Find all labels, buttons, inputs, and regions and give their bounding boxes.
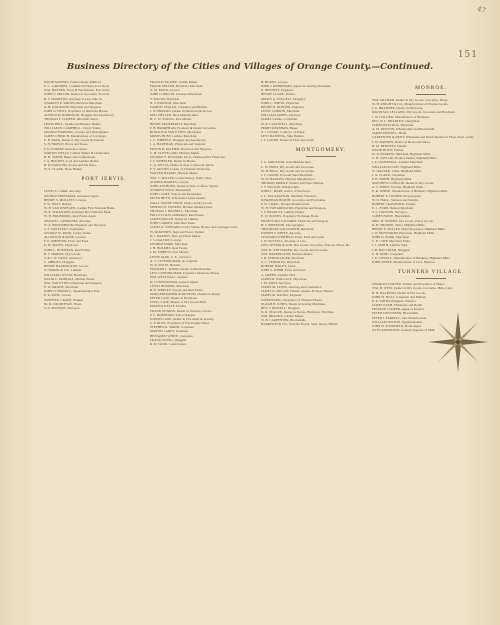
directory-entry: ANDREW FOLD, Blacksmith. bbox=[150, 188, 192, 193]
directory-entry: GEO. SENIOR & SON, Dry Goods, Groceries, Notions, Boots, &c. bbox=[261, 243, 351, 248]
directory-entry: HENRY BARRINGTON, Grocer. bbox=[44, 264, 89, 269]
directory-entry: JOHN L. HART, Justice of the Peace. bbox=[261, 189, 311, 194]
directory-entry: J. H. TERWILLIGER, Merchant. bbox=[261, 255, 305, 260]
directory-entry: S. K. MUNSON, Surveyor. bbox=[44, 305, 81, 310]
directory-entry: C. W. HUNT, Dry Goods and Groceries. bbox=[261, 164, 315, 169]
column-1-entries bbox=[44, 80, 164, 171]
directory-entry: W. H. KNIGHT & CO., Manufacturers of Woolen Goods. bbox=[372, 102, 449, 107]
directory-entry: J. A. HOLMES, Coal and Lumber Dealer. bbox=[44, 158, 100, 163]
directory-entry: C. E. COPP, Merchant Tailor. bbox=[372, 239, 411, 244]
directory-entry: PETER TOWNSEND, Blacksmith. bbox=[372, 311, 419, 316]
directory-entry: LEWIS HOOKER, Merchant. bbox=[150, 283, 190, 288]
directory-entry: JAMES O. MILLER, Painter, Glazier & Paper Hanger. bbox=[261, 289, 334, 294]
directory-entry: S. F. VAN FLEET, Postmaster. bbox=[44, 226, 85, 231]
directory-entry: A. M. DENTON, Wheelwright and Blacksmith. bbox=[372, 127, 436, 132]
directory-entry: MARTIN WELLS, Cabinet Maker & Undertaker. bbox=[44, 150, 110, 155]
directory-entry: WILLIAM H. CAMPBELL, Livery Stable. bbox=[44, 125, 102, 130]
directory-entry: W. H. VAN INWEGEN, Cashier First National Bank. bbox=[44, 206, 115, 211]
section-rule bbox=[89, 185, 119, 186]
directory-entry: HORACE & VAN ETTEN, Merchants. bbox=[150, 129, 203, 134]
directory-entry: BENJAMIN WHITE, Carpenter. bbox=[150, 333, 194, 338]
directory-entry: WILLIAM JAMES, Attorney. bbox=[261, 113, 301, 118]
directory-entry: B. E. SHIPLEY, Notary and Real Estate. bbox=[150, 287, 204, 292]
directory-entry: JOHN CONKLIN, Licensed Physician. bbox=[150, 92, 203, 97]
directory-entry: A. V. CUNNINGHAM, Accountant. bbox=[150, 258, 198, 263]
compass-rose-icon bbox=[428, 312, 488, 372]
port-jervis-entries bbox=[44, 189, 164, 310]
directory-entry: T. & J. W. CRIST, Attorneys. bbox=[44, 255, 83, 260]
directory-entry: JAMES R. WALLACE, Physician. bbox=[261, 276, 308, 281]
directory-entry: FOLLETT & B. DORMAN, Real Estate. bbox=[150, 213, 205, 217]
directory-entry: EDWIN H. PALMER, Physician and Surgeon. bbox=[150, 146, 212, 151]
directory-entry: H. BURNS, Lawyer. bbox=[261, 80, 289, 84]
directory-entry: H. S. EMERSON, Photographer. bbox=[261, 222, 305, 227]
directory-entry: WM. HARRINGTON, Harness Maker. bbox=[261, 251, 313, 256]
directory-entry: A. T. JONES, Teacher, Highland Mills. bbox=[372, 185, 424, 190]
directory-entry: JOHN C. MILLER, Dealer in Groceries, Front St. bbox=[44, 92, 111, 97]
directory-entry: T. J. LOCKE, Collector of Taxes. bbox=[261, 129, 306, 134]
directory-entry: J. E. COWELL, Manufacturer of Blankets, Highland Mills. bbox=[372, 255, 451, 260]
directory-entry: J. T. LOCKE, Dealer in Feed and Grain. bbox=[261, 138, 315, 143]
directory-entry: JOSEPH LANE, Dealer in Fire Arms & Jewelry. bbox=[150, 316, 215, 321]
directory-entry: FRANK SWING, Druggist. bbox=[150, 337, 187, 342]
directory-entry: THOMAS RIDDLE, Painter and Paper Hanger. bbox=[261, 181, 324, 186]
directory-entry: EDWARD L. WOOD, Dealer in Merchandise. bbox=[150, 267, 212, 272]
directory-entry: STEPHEN R. SMITH, Carpenter. bbox=[150, 325, 195, 330]
monroe-entries bbox=[372, 98, 490, 264]
directory-entry: S. C. VERMILYA, Physician. bbox=[261, 260, 301, 265]
directory-entry: W. D. HASKINS, Harness Manufacturer. bbox=[261, 176, 316, 181]
directory-entry: WM. C. MILLER, Confectionery, Fruits, Nuts. bbox=[150, 175, 213, 180]
directory-entry: LEVI MANNING, Ship Builder. bbox=[261, 134, 305, 139]
directory-entry: REV. W. L. BRADLEY, Clergyman. bbox=[372, 118, 421, 123]
directory-entry: LEWIS CORWIN, Merchant. bbox=[261, 109, 301, 114]
directory-entry: W. B. CARPENTER, Blacksmith. bbox=[261, 318, 307, 323]
directory-entry: P. H. SMITH, Highland Mills. bbox=[372, 176, 412, 181]
directory-entry: F. S. AUSTIN, Leader of Christian Orchestra. bbox=[150, 167, 211, 172]
directory-entry: HENRY McDERMOTT, Merchant. bbox=[150, 121, 198, 126]
directory-entry: LEONARD WINFIELD, Flour, Feed and Grain. bbox=[261, 235, 325, 240]
directory-entry: W. S. CLARK, Book Binder. bbox=[44, 167, 83, 172]
section-heading-montgomery: MONTGOMERY. bbox=[295, 147, 347, 154]
directory-entry: H. M. BENNETT, Painter. bbox=[372, 143, 408, 148]
corner-mark: 47 bbox=[476, 4, 487, 16]
directory-entry: ERNEST McCLAUGHRY, Physician and Surgeon. bbox=[261, 218, 329, 223]
directory-entry: LEWIS BELL, Saddle and Harness Maker. bbox=[44, 121, 101, 126]
directory-entry: W. H. HOLBROOK, Real Estate Agent. bbox=[44, 214, 97, 219]
directory-entry: T. WALSH, Physician. bbox=[150, 96, 181, 101]
directory-entry: GEORGE DORE, Merchant. bbox=[150, 242, 189, 247]
directory-entry: WILLIAM ELLIOT, Highland Mills. bbox=[372, 164, 422, 169]
directory-entry: JAMES NASH, Wholesale and Retail. bbox=[372, 303, 423, 308]
directory-entry: HENRY CLARK, Painter. bbox=[261, 92, 296, 97]
directory-entry: J. T. WILSON, Wheelwright. bbox=[261, 185, 300, 190]
directory-entry: JOHN D. BARR, Merchant. bbox=[372, 235, 410, 240]
directory-entry: E. B. PARK, Dealer in Dry Goods & Notions. bbox=[44, 138, 105, 143]
directory-entry: C. ABBOTT, Druggist. bbox=[44, 260, 75, 265]
directory-entry: WM. BRANDT, Cabinet Maker. bbox=[261, 314, 304, 319]
directory-entry: J. G. BRADNER, Dealer in Hardware. bbox=[372, 106, 424, 111]
directory-entry: G. H. TAYLOR, Produce Dealer, Highland Mills. bbox=[372, 156, 438, 161]
directory-entry: E. M. MAPES, Physician. bbox=[44, 243, 79, 248]
directory-entry: FRANK DUNKIN, Dealer in Watches, Clocks. bbox=[150, 308, 213, 313]
directory-entry: W. H. BULL, Dry Goods and Groceries. bbox=[261, 168, 315, 173]
directory-entry: S. H. BROWN, Boots and Shoes. bbox=[44, 142, 89, 147]
section-rule bbox=[306, 156, 336, 157]
directory-entry: THOMAS F. COOPER, Merchant Tailor. bbox=[44, 117, 99, 122]
directory-entry: R. BENNETT, Engineer. bbox=[261, 88, 294, 93]
directory-entry: JOHN O. HUNT, Proprietor of Delaware House. bbox=[44, 109, 109, 114]
montgomery-entries bbox=[261, 160, 381, 326]
directory-entry: W. BAKER & CO., Lumber. bbox=[44, 268, 82, 273]
directory-entry: C. H. ROSE, Carpenter. bbox=[372, 251, 404, 256]
page-title: Business Directory of the Cities and Villages of Orange County.—Continued. bbox=[66, 62, 434, 72]
directory-entry: JAMES CRAIG, Carpenter. bbox=[261, 117, 298, 122]
directory-entry: GEORGE FRIEDMAN, Insurance Agent. bbox=[44, 193, 100, 198]
directory-entry: W. A. HOOGEBOOM, Engineer and Surveyor. bbox=[44, 222, 107, 227]
directory-entry: HENRY S. MOLLETT, Lawyer. bbox=[44, 197, 87, 202]
directory-entry: WM. GRAHAM, Dealer in Dry Goods, Groceries, Drugs. bbox=[372, 98, 449, 102]
directory-entry: J. W. COLLIER, Manufacturer of Blankets. bbox=[372, 114, 430, 119]
directory-entry: ROBERT CRAWFORD, Farmer. bbox=[372, 201, 416, 206]
directory-entry: J. C. WHIPPLE, Druggist and Apothecary. bbox=[150, 138, 207, 143]
directory-entry: JOHN L. HOFFMAN, Real Estate. bbox=[44, 247, 91, 252]
directory-entry: E. C. GARDNER, Commercial Hotel, Port Jervis. bbox=[44, 84, 111, 89]
directory-entry: CHARLES TURNER, Farmer and Proprietor of Hotel. bbox=[372, 282, 445, 287]
directory-entry: THOMAS J. BONNELL, Merchant. bbox=[150, 208, 199, 213]
directory-entry: M. D. COURTENAY, Hotel. bbox=[44, 301, 82, 306]
directory-entry: A. GREEN, Lumber Yard. bbox=[261, 272, 296, 277]
directory-entry: JOSEPH V. WHITE, Attorney. bbox=[261, 231, 302, 235]
directory-entry: WM. H. WHITTAKER, Dry Goods and Groceries. bbox=[261, 247, 329, 252]
directory-entry: H. S. HARRIS, Dry Goods. bbox=[44, 251, 81, 256]
directory-entry: PETER HEYN, Wholesale Liquor Dealer. bbox=[150, 196, 206, 201]
directory-entry: J. A. CLARK, Carpenter. bbox=[372, 172, 406, 177]
directory-entry: DAVID McCLELLAND, Dry Goods, Groceries and Hardware. bbox=[372, 110, 456, 115]
directory-entry: MRS. H. WATERS, Dry Goods, Fancy Goods. bbox=[372, 218, 434, 223]
directory-entry: JAMES HOWELL, Hotel. bbox=[372, 131, 407, 136]
directory-entry: ROBERT BAILEY, Tailor. bbox=[261, 264, 297, 269]
directory-entry: ALFRED M. ROBINSON, Druggist and Apothecary. bbox=[44, 113, 115, 118]
directory-entry: W. WALKER, Clerk, Highland Mills. bbox=[372, 168, 422, 173]
directory-entry: JOHN WHITE, Manufacturer of Lace, Monroe. bbox=[372, 260, 436, 265]
directory-entry: J. W. RUSSELL, Attorney at Law. bbox=[261, 239, 307, 244]
directory-entry: W. E. SCRANTON, President First National Bank. bbox=[44, 210, 112, 215]
directory-entry: J. S. DALTON, Lawyer. bbox=[150, 237, 182, 242]
directory-entry: DAVID BOYD, Farmer. bbox=[372, 147, 405, 152]
directory-entry: FRANCIS McATEE, Saddle Maker. bbox=[150, 80, 198, 84]
directory-entry: WALTER HARRIS, Harness Maker. bbox=[150, 171, 199, 176]
directory-entry: WM. WESTWALL, Teacher. bbox=[150, 275, 189, 280]
directory-entry: ELIJAH H. JONES, Dealer in Sewing Machines. bbox=[261, 301, 326, 306]
directory-entry: LEVIN PARK, C. E., Surveyor. bbox=[150, 254, 192, 259]
directory-entry: ALLERTON & ROSE, Grocers. bbox=[44, 235, 87, 240]
directory-entry: JOHN CARNEY, Merchant Tailor. bbox=[150, 221, 196, 226]
directory-entry: MOSES HUNT, Lumber Merchant. bbox=[150, 134, 198, 139]
directory-entry: D. R. TEAGUE, Dealer in Stoves, Hardware, Tin Ware. bbox=[261, 309, 335, 314]
directory-entry: DAVID C. KIMBALL, Marble Works. bbox=[44, 276, 96, 281]
directory-entry: GEORGE HARDING, Jeweler and Watchmaker. bbox=[44, 129, 109, 134]
directory-entry: F. E. WHEELER, Flour and Feed. bbox=[44, 239, 90, 244]
directory-entry: E. R. WHITE, Manufacturer of Blankets, Highland Mills. bbox=[372, 189, 449, 194]
directory-entry: ISAAC WAYNE PRICE, Dealer in Dry Goods. bbox=[150, 200, 213, 205]
column-1 bbox=[44, 80, 164, 310]
directory-entry: SAMUEL HOGAN, Carpenter and Builder. bbox=[150, 104, 208, 109]
directory-entry: THEODORE GOLDSMITH, Merchant. bbox=[261, 226, 315, 231]
directory-entry: J. M. TIBBETS, Post Master. bbox=[150, 250, 189, 255]
directory-entry: D. J. BARNES, Boot and Shoe Maker. bbox=[150, 233, 202, 238]
directory-entry: J. J. SMITH, Lumber Yard. bbox=[372, 243, 408, 248]
directory-entry: J. W. BOSWORTH, Physician, Highland Mills. bbox=[372, 231, 435, 235]
section-heading-monroe: MONROE. bbox=[415, 85, 447, 91]
directory-entry: PETER J. FARRELL, Saw Manufacturer. bbox=[372, 315, 427, 320]
directory-entry: CHAS. CASE, Master of Dry Goods Firm. bbox=[150, 300, 207, 305]
directory-entry: JOHN J. RHINEHART, Agent for Sewing Machines. bbox=[261, 84, 332, 89]
directory-entry: DAVID MAYERS, Frame Dealer, Millford. bbox=[44, 80, 102, 84]
directory-entry: W. R. CAUDWELL, Merchant. bbox=[261, 121, 303, 126]
directory-entry: MARGENDANSER & RUNYON, Dealers in Drugs. bbox=[150, 291, 221, 296]
directory-entry: JONATHAN BOOTH, Groceries and Provisions. bbox=[261, 197, 327, 202]
directory-entry: JAMES M. BANKS, Engineer. bbox=[261, 293, 303, 298]
directory-entry: J. W. BROOKS, Dealer in Hardware & Stoves. bbox=[150, 109, 213, 114]
column-3-entries bbox=[261, 80, 381, 142]
directory-entry: WM. H. WEST, Dealer in Dry Goods, Groceries, Hats, Caps. bbox=[372, 286, 453, 291]
directory-entry: F. W. CRAIG, Woolen Manufacturer. bbox=[261, 201, 311, 206]
directory-entry: H. C. W. YOUNG, Post Master. bbox=[150, 117, 193, 122]
directory-entry: J. T. CRANE, Iron and Steel Merchant. bbox=[261, 172, 313, 177]
directory-entry: H. T. FARNUM, Merchant. bbox=[150, 100, 187, 105]
directory-entry: JOHN S. WEBB, Flour and Feed. bbox=[261, 268, 306, 273]
directory-entry: WILLIAM WILTON, Superintendent. bbox=[372, 319, 423, 324]
directory-entry: JOSEPH B. CRANE, Banker. bbox=[44, 297, 84, 302]
directory-entry: PETER CASE, Dealer in Hardware. bbox=[150, 296, 198, 301]
directory-entry: HENRY B. PAINTER, Engineer. bbox=[261, 104, 305, 109]
directory-entry: H. B. SMITH, Baker and Confectioner. bbox=[44, 154, 96, 159]
directory-entry: ABIJAH C. GUERNSEY, Attorney. bbox=[44, 218, 92, 223]
directory-entry: JOHN L. WHITE, Physician. bbox=[261, 100, 300, 105]
directory-entry: S. L. CROSSIN, Surveyor. bbox=[372, 210, 408, 215]
section-rule bbox=[416, 278, 446, 279]
section-rule bbox=[416, 94, 446, 95]
directory-entry: CARPENTER & KENT, Wholesale and Retail Dealers in Flour, Feed, Grain. bbox=[372, 135, 474, 140]
directory-entry: JOHN H. SCHOFIELD, Book Agent. bbox=[372, 323, 422, 328]
directory-entry: D. CUNNINGHAM, General Agent. bbox=[150, 279, 199, 284]
directory-entry: P. C. ROBINSON, Saloon Keeper. bbox=[150, 312, 196, 317]
directory-entry: E. A. ROSE, Grocer. bbox=[44, 293, 72, 298]
directory-entry: ALFRED MARVIN, Lawyer. bbox=[150, 179, 190, 184]
directory-entry: HARRISON & CO., Wooden Bowls, Sash, Doors, Blinds. bbox=[261, 322, 338, 327]
directory-entry: WILLIAM COVERT, Hardware. bbox=[44, 272, 88, 277]
directory-entry: E. W. DOWNS, Proprietor Exchange Hotel. bbox=[261, 214, 319, 219]
directory-entry: E. C. FORD, Retired Merchant. bbox=[372, 206, 414, 211]
directory-entry: HENRY E. MILLER, Hotel Proprietor, Highland Mills. bbox=[372, 226, 446, 231]
directory-entry: MARTIN LAREY, Gardener. bbox=[150, 329, 189, 334]
directory-entry: C. P. RUSK, Proprietor of Fire Engine Hotel. bbox=[150, 321, 210, 326]
directory-entry: J. H. HOLMES, Real Estate. bbox=[150, 246, 188, 251]
directory-entry: J. A. HARTMAN, Physician and Surgeon. bbox=[150, 142, 206, 147]
directory-entry: JAMES A. STEWART, Livery Stable, Horses and Carriages to let. bbox=[150, 225, 238, 230]
directory-entry: EDWARD COOPER, Agent at Turner's. bbox=[372, 307, 425, 312]
directory-entry: R. R. COOK, Confectioner. bbox=[150, 341, 187, 346]
directory-entry: PATRICK KELLY, Peddler. bbox=[150, 304, 187, 309]
directory-entry: J. C. McLAUGHLIN, Publisher Standard. bbox=[261, 193, 317, 198]
column-4 bbox=[372, 80, 490, 332]
directory-entry: JAMES HOGAN, Dealer in Lumber. bbox=[150, 217, 199, 222]
directory-entry: H. H. BALDWIN, Dealer in Dry Goods. bbox=[372, 290, 426, 295]
directory-entry: W. H. SWEARINGTON, Physician and Surgeon. bbox=[261, 206, 327, 211]
section-heading-turners-village: TURNERS VILLAGE. bbox=[397, 269, 465, 276]
directory-entry: F. D. PORTER, Insurance Agent. bbox=[44, 146, 88, 151]
directory-entry: ROBERT P. COOPER, Photographer. bbox=[372, 193, 422, 198]
directory-entry: JOHN ANTHONY, Dealer in Teas, Coffees, Spices. bbox=[150, 183, 219, 188]
directory-entry: JOHN M. HALL, Carpenter and Builder. bbox=[372, 294, 427, 299]
directory-entry: D. H. THORNE, Tailor, Highland Mills. bbox=[372, 222, 426, 227]
directory-entry: JAMES CHURCH, Manufacturer of Carriages. bbox=[44, 134, 107, 139]
directory-entry: CHARLES E. SMITH, Hardware Merchant. bbox=[44, 100, 103, 105]
directory-entry: FRANK MILLER, Hardware Merchant. bbox=[150, 84, 204, 89]
directory-entry: W. D. HALL, Surgeon and Dentist. bbox=[372, 197, 419, 202]
directory-entry: JOHN CASEY, Saloon and Restaurant. bbox=[150, 192, 202, 197]
directory-entry: PERRY KERSHAW, Baker. bbox=[261, 125, 299, 130]
directory-entry: E. R. SMITH, Engineer, Turner's. bbox=[372, 298, 417, 303]
directory-entry: MOSES A. SUGGETT, Druggist. bbox=[261, 96, 306, 101]
page-number: 151 bbox=[457, 50, 478, 60]
directory-entry: P. H. BRODHEAD, Producer & Dealer in Leather. bbox=[150, 125, 217, 130]
directory-entry: W. R. SWITZ, Butcher. bbox=[150, 262, 182, 267]
directory-entry: J. T. WHEELER, Dealer in Books. bbox=[150, 158, 196, 163]
directory-entry: JAMES BULLOCK, Physician. bbox=[372, 122, 415, 127]
directory-entry: J. M. WATT, Surveyor. bbox=[261, 280, 292, 285]
directory-entry: GEORGE E. HOWARD, M. D., Homeopathic Physician. bbox=[150, 154, 226, 159]
directory-entry: JAMES M. LEWIS, Attorney and Counsellor. bbox=[261, 285, 322, 290]
section-heading-port-jervis: PORT JERVIS. bbox=[81, 176, 127, 183]
directory-entry: W. McKINNEY, Sign and Fresco Painter. bbox=[150, 229, 205, 234]
directory-entry: JOHN D. HOWELL, Superintendent Erie. bbox=[44, 289, 100, 294]
directory-entry: MATTHEW CONKLIN, Dealer in Dry Goods. bbox=[372, 181, 435, 186]
directory-entry: A. H. DAVIDSON, Physician and Surgeon. bbox=[44, 104, 102, 109]
column-2 bbox=[150, 80, 270, 346]
directory-entry: B. W. PARSONS, Stoves and Tin Ware. bbox=[44, 163, 97, 168]
directory-entry: L. A. WELLS, Dealer in Teas, Coffees & Spices. bbox=[150, 163, 215, 168]
directory-entry: J. B. HALSTEAD, Druggist. bbox=[372, 247, 411, 252]
directory-entry: WM. HANSEN, Flour & Feed Dealer, Port Jervis. bbox=[44, 88, 111, 93]
directory-entry: W. D. FARROW, Merchant, Highland Mills. bbox=[372, 152, 431, 157]
directory-entry: OTTO ANDERSON, General Supplies of Milk. bbox=[372, 327, 436, 332]
directory-entry: A. M. FRICK, Grocer. bbox=[150, 88, 180, 93]
directory-entry: LEVI CUNNINGHAM, Proprietor Delaware House. bbox=[150, 271, 220, 276]
directory-entry: JAMES HOWE, Blacksmith. bbox=[372, 214, 411, 219]
directory-entry: C. H. CLEVELAND, Harness Maker. bbox=[150, 150, 200, 155]
directory-entry: JOSEPH KING, Proprietor of National House. bbox=[261, 297, 323, 302]
directory-entry: GEORGE W. RUSK, Livery Stable. bbox=[44, 231, 92, 235]
directory-entry: LEWIS E. CARR, Attorney. bbox=[44, 189, 82, 194]
directory-entry: J. T. BEAKLEY, Lumber Dealer. bbox=[261, 210, 305, 215]
directory-entry: J. W. HADDEN, Dealer in Boots and Shoes. bbox=[372, 139, 431, 144]
directory-entry: R. S. HAMPTON, Attorney at Law, Pike St. bbox=[44, 96, 103, 101]
directory-entry: SIMEON W. POWERS, Harness Manufacturer. bbox=[150, 204, 213, 209]
directory-entry: J. F. CROMWELL, Lumber Merchant. bbox=[372, 160, 424, 165]
column-3 bbox=[261, 80, 381, 327]
directory-entry: WM. VAN ETTEN, Physician and Surgeon. bbox=[44, 280, 103, 285]
directory-entry: E. W. MEADE, Merchant. bbox=[44, 285, 79, 290]
column-2-entries bbox=[150, 80, 270, 346]
directory-entry: BEN. J. HOWELL, Druggist. bbox=[261, 305, 301, 310]
directory-entry: F. W. NOTT, Dentist. bbox=[44, 201, 73, 206]
directory-entry: J. G. MOULTON, Soap Manufacturer. bbox=[261, 160, 312, 165]
directory-entry: GEO. HELLER, Shoe Manufacturer. bbox=[150, 113, 199, 118]
